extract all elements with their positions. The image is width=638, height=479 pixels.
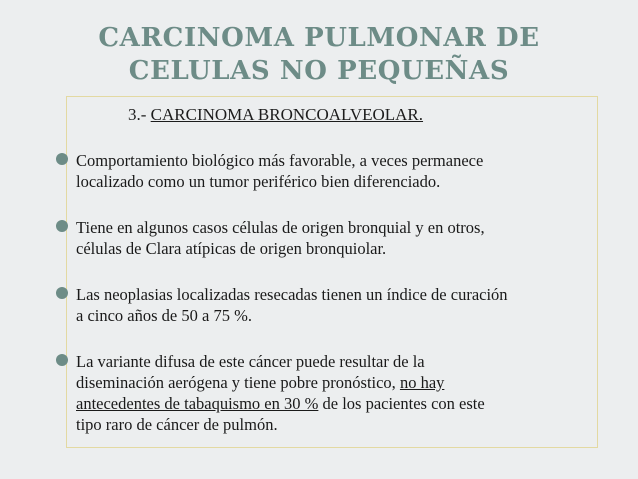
- bullet-line: La variante difusa de este cáncer puede resultar de la: [76, 352, 425, 371]
- bullet-dot-icon: [56, 287, 68, 299]
- slide-title: [60, 22, 578, 88]
- bullet-dot-icon: [56, 354, 68, 366]
- bullet-underlined-text: antecedentes de tabaquismo en 30 %: [76, 394, 319, 413]
- bullet-line: de los pacientes con este: [318, 394, 485, 413]
- bullet-line: Tiene en algunos casos células de origen bronquial y en otros,: [76, 218, 485, 237]
- bullet-underlined-text: no hay: [399, 373, 445, 392]
- bullet-item: [56, 217, 596, 259]
- bullet-item: [56, 284, 596, 326]
- bullet-item: [56, 150, 596, 192]
- section-subtitle: [128, 104, 423, 126]
- bullet-line: tipo raro de cáncer de pulmón.: [76, 415, 278, 434]
- title-line-1: CARCINOMA PULMONAR DE: [98, 23, 540, 53]
- bullet-item: [56, 351, 596, 435]
- subtitle-text: CARCINOMA BRONCOALVEOLAR.: [150, 105, 424, 124]
- bullet-dot-icon: [56, 153, 68, 165]
- bullet-list: [56, 150, 596, 435]
- bullet-line: diseminación aerógena y tiene pobre pronóstico,: [76, 373, 400, 392]
- bullet-line: Las neoplasias localizadas resecadas tienen un índice de curación: [76, 285, 508, 304]
- title-line-2: CELULAS NO PEQUEÑAS: [128, 56, 510, 86]
- subtitle-number: 3.-: [128, 105, 151, 124]
- bullet-line: localizado como un tumor periférico bien diferenciado.: [76, 172, 441, 191]
- bullet-line: a cinco años de 50 a 75 %.: [76, 306, 252, 325]
- bullet-line: células de Clara atípicas de origen bronquiolar.: [76, 239, 387, 258]
- bullet-dot-icon: [56, 220, 68, 232]
- bullet-line: Comportamiento biológico más favorable, a veces permanece: [76, 151, 484, 170]
